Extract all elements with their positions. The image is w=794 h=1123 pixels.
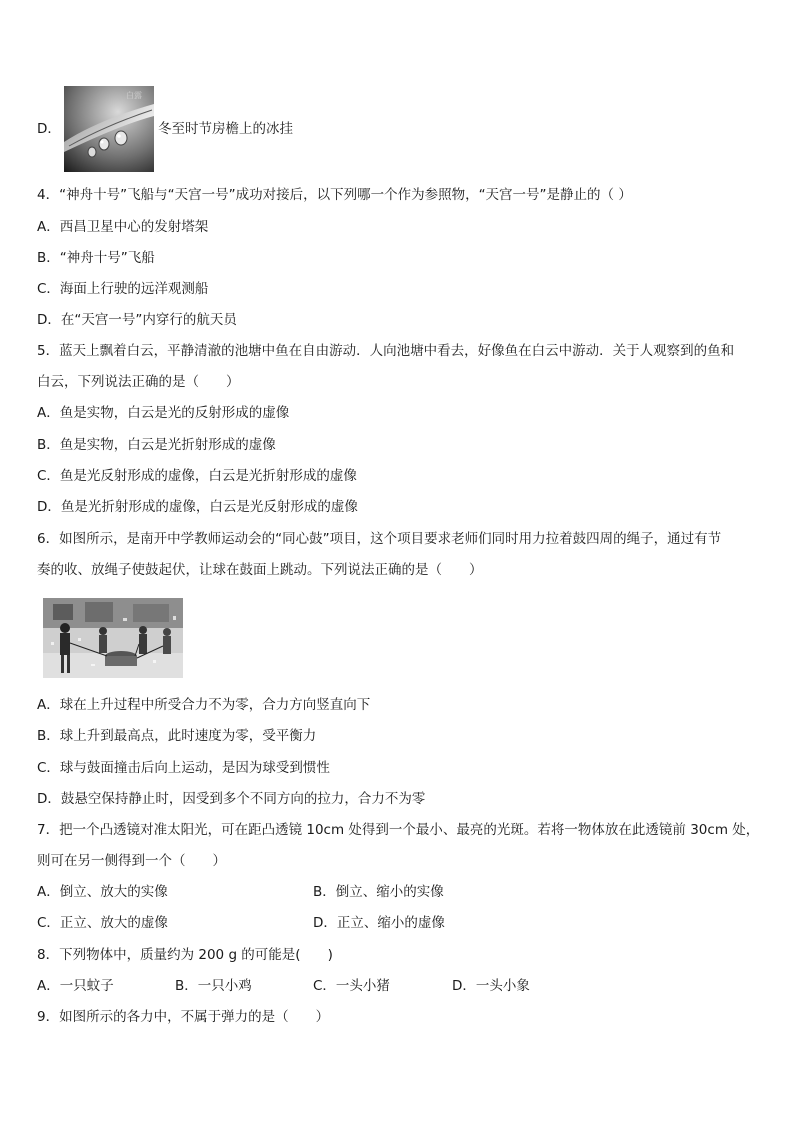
q8-stem: 8．下列物体中，质量约为 200 g 的可能是( ) [37,947,333,963]
q7-option-c: C．正立、放大的虚像 [37,915,168,931]
q6-option-d: D．鼓悬空保持静止时，因受到多个不同方向的拉力，合力不为零 [37,791,426,807]
q6-option-c: C．球与鼓面撞击后向上运动，是因为球受到惯性 [37,760,330,776]
q4-stem: 4．“神舟十号”飞船与“天宫一号”成功对接后，以下列哪一个作为参照物，“天宫一号”是静止的（ ） [37,187,632,203]
q5-stem-line1: 5．蓝天上飘着白云，平静清澈的池塘中鱼在自由游动．人向池塘中看去，好像鱼在白云中游动．关于人观察到的鱼和 [37,343,735,359]
q6-option-a: A．球在上升过程中所受合力不为零，合力方向竖直向下 [37,697,371,713]
icicle-illustration [64,86,154,172]
q8-option-b: B．一只小鸡 [175,978,252,994]
q4-option-d: D．在“天宫一号”内穿行的航天员 [37,312,237,328]
q8-option-c: C．一头小猪 [313,978,390,994]
drum-game-illustration [43,598,183,678]
q9-stem: 9．如图所示的各力中，不属于弹力的是（ ） [37,1009,330,1025]
q7-option-d: D．正立、缩小的虚像 [313,915,445,931]
q6-stem-line2: 奏的收、放绳子使鼓起伏，让球在鼓面上跳动。下列说法正确的是（ ） [37,562,483,578]
q7-stem-line2: 则可在另一侧得到一个（ ） [37,853,226,869]
q5-option-b: B．鱼是实物，白云是光折射形成的虚像 [37,437,276,453]
q4-option-b: B．“神舟十号”飞船 [37,250,155,266]
q4-option-a: A．西昌卫星中心的发射塔架 [37,219,209,235]
q3-option-d-text: 冬至时节房檐上的冰挂 [158,121,293,137]
q7-option-a: A．倒立、放大的实像 [37,884,168,900]
q5-option-d: D．鱼是光折射形成的虚像，白云是光反射形成的虚像 [37,499,358,515]
q5-stem-line2: 白云，下列说法正确的是（ ） [37,374,240,390]
q7-stem-line1: 7．把一个凸透镜对准太阳光，可在距凸透镜 10cm 处得到一个最小、最亮的光斑。若将一物体放在此透镜前 30cm 处， [37,822,760,838]
q7-option-b: B．倒立、缩小的实像 [313,884,444,900]
icicle-photo [64,86,154,172]
q5-option-c: C．鱼是光反射形成的虚像，白云是光折射形成的虚像 [37,468,357,484]
q6-stem-line1: 6．如图所示，是南开中学教师运动会的“同心鼓”项目，这个项目要求老师们同时用力拉着鼓四周的绳子，通过有节 [37,531,722,547]
q5-option-a: A．鱼是实物，白云是光的反射形成的虚像 [37,405,290,421]
image-caption: 白露 [126,91,142,100]
q4-option-c: C．海面上行驶的远洋观测船 [37,281,209,297]
drum-game-photo [43,598,183,678]
q8-option-a: A．一只蚊子 [37,978,114,994]
q8-option-d: D．一头小象 [452,978,530,994]
q3-option-d-label: D． [37,121,61,137]
q6-option-b: B．球上升到最高点，此时速度为零，受平衡力 [37,728,317,744]
